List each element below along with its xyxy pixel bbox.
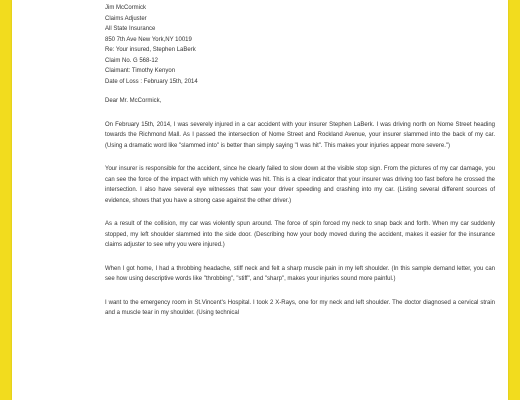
paragraph-liability: Your insurer is responsible for the accident, since he clearly failed to slow down at the visible stop sign. From the pictures of my car damage, you can see the force of the impact with which my vehicle was hit. This is a clear indicator that your insurer was driving too fast before he crossed the intersection. I also have several eye witnesses that saw your driver speeding and crashing into my car. (Listing several different sources of evidence, shows that you have a strong case against the other driver.): [105, 166, 495, 204]
company-address: 850 7th Ave New York,NY 10019: [105, 36, 192, 43]
address-block: [105, 3, 495, 87]
paragraph-symptoms: When I got home, I had a throbbing headache, stiff neck and felt a sharp muscle pain in my left shoulder. (In this sample demand letter, you can see how using descriptive words like "throbbing", "stiff", and "sharp", makes your injuries sound more painful.): [105, 265, 495, 282]
paragraph-collision: As a result of the collision, my car was violently spun around. The force of spin forced my neck to snap back and forth. When my car suddenly stopped, my left shoulder slammed into the side door. (Describing how your body moved during the accident, makes it easier for the insurance claims adjuster to see why you were injured.): [105, 221, 495, 248]
paragraph-treatment: I want to the emergency room in St.Vincent's Hospital. I took 2 X-Rays, one for my neck and left shoulder. The doctor diagnosed a cervical strain and a muscle tear in my shoulder. (Using technical: [105, 299, 495, 316]
claimant-line: Claimant: Timothy Kenyon: [105, 68, 176, 74]
recipient-name: Jim McCormick: [105, 5, 146, 11]
letter-content: [105, 3, 495, 319]
paragraph-accident: On February 15th, 2014, I was severely injured in a car accident with your insurer Stephen LaBerk. I was driving north on Nome Street heading towards the Richmond Mall. As I passed the intersection of Nome Street and Rockland Avenue, your insurer slammed into the back of my car. (Using a dramatic word like "slammed into" is better than simply saying "I was hit". This makes your injuries appear more severe."): [105, 121, 495, 149]
salutation: Dear Mr. McCormick,: [105, 98, 162, 104]
recipient-title: Claims Adjuster: [105, 15, 147, 22]
date-of-loss: Date of Loss : February 15th, 2014: [105, 78, 198, 85]
claim-number: Claim No. G 568-12: [105, 57, 159, 64]
letter-page: [12, 0, 508, 400]
company-name: All State Insurance: [105, 26, 156, 32]
re-line: Re: Your insured, Stephen LaBerk: [105, 47, 196, 53]
